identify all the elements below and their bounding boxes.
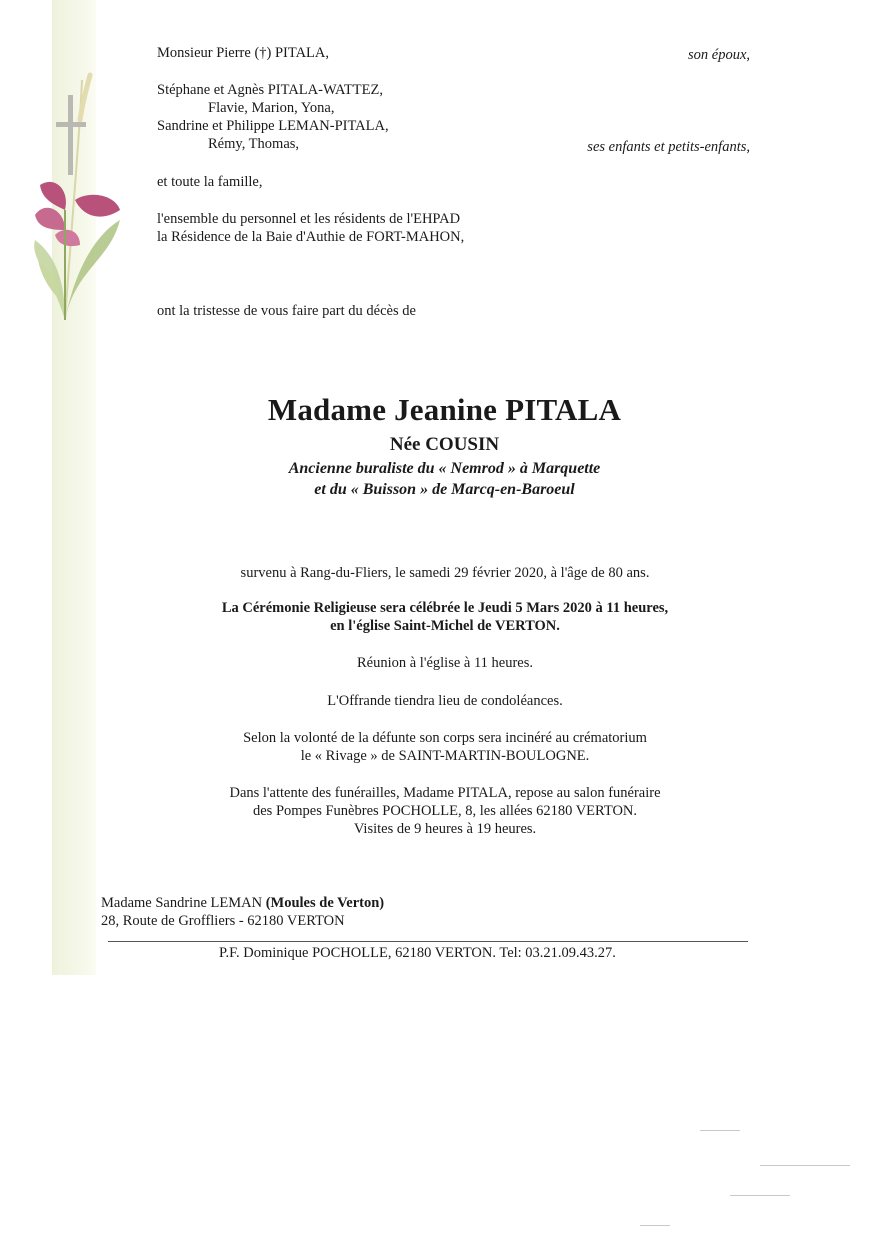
family-line: et toute la famille, [157,174,263,190]
funeral-home-line: P.F. Dominique POCHOLLE, 62180 VERTON. Tel: 03.21.09.43.27. [219,945,616,961]
children-line-3: Sandrine et Philippe LEMAN-PITALA, [157,118,389,134]
scan-speck [640,1225,670,1226]
deceased-name: Madame Jeanine PITALA [267,392,622,427]
ceremony-line-1: La Cérémonie Religieuse sera célébrée le Jeudi 5 Mars 2020 à 11 heures, [221,600,669,616]
ehpad-line-1: l'ensemble du personnel et les résidents de l'EHPAD [157,211,461,227]
occupation-line-1: Ancienne buraliste du « Nemrod » à Marquette [288,460,601,477]
cremation-line-1: Selon la volonté de la défunte son corps sera incinéré au crématorium [243,730,647,746]
footer-divider [108,941,748,942]
contact-business: (Moules de Verton) [265,895,385,911]
children-line-1: Stéphane et Agnès PITALA-WATTEZ, [157,82,383,98]
ceremony-line-2: en l'église Saint-Michel de VERTON. [330,618,560,634]
contact-line [101,894,384,912]
scan-speck [760,1165,850,1166]
children-role: ses enfants et petits-enfants, [587,139,750,155]
rest-line-3: Visites de 9 heures à 19 heures. [353,821,537,837]
birth-name: Née COUSIN [389,434,500,455]
death-line: survenu à Rang-du-Fliers, le samedi 29 février 2020, à l'âge de 80 ans. [240,565,650,581]
children-line-2: Flavie, Marion, Yona, [208,100,335,116]
rest-line-2: des Pompes Funèbres POCHOLLE, 8, les allées 62180 VERTON. [252,803,638,819]
cremation-line-2: le « Rivage » de SAINT-MARTIN-BOULOGNE. [300,748,590,764]
announcement-line: ont la tristesse de vous faire part du décès de [157,303,416,319]
rest-line-1: Dans l'attente des funérailles, Madame PITALA, repose au salon funéraire [229,785,661,801]
scan-speck [700,1130,740,1131]
meeting-line: Réunion à l'église à 11 heures. [356,655,534,671]
occupation-line-2: et du « Buisson » de Marcq-en-Baroeul [314,481,575,498]
husband-line: Monsieur Pierre (†) PITALA, [157,45,329,61]
contact-name: Madame Sandrine LEMAN [101,895,263,911]
husband-role: son époux, [687,47,750,63]
contact-address: 28, Route de Groffliers - 62180 VERTON [101,913,345,929]
children-line-4: Rémy, Thomas, [208,136,300,152]
offering-line: L'Offrande tiendra lieu de condoléances. [327,693,563,709]
ehpad-line-2: la Résidence de la Baie d'Authie de FORT-MAHON, [157,229,465,245]
scan-speck [730,1195,790,1196]
cross-and-lily-illustration [20,70,130,335]
